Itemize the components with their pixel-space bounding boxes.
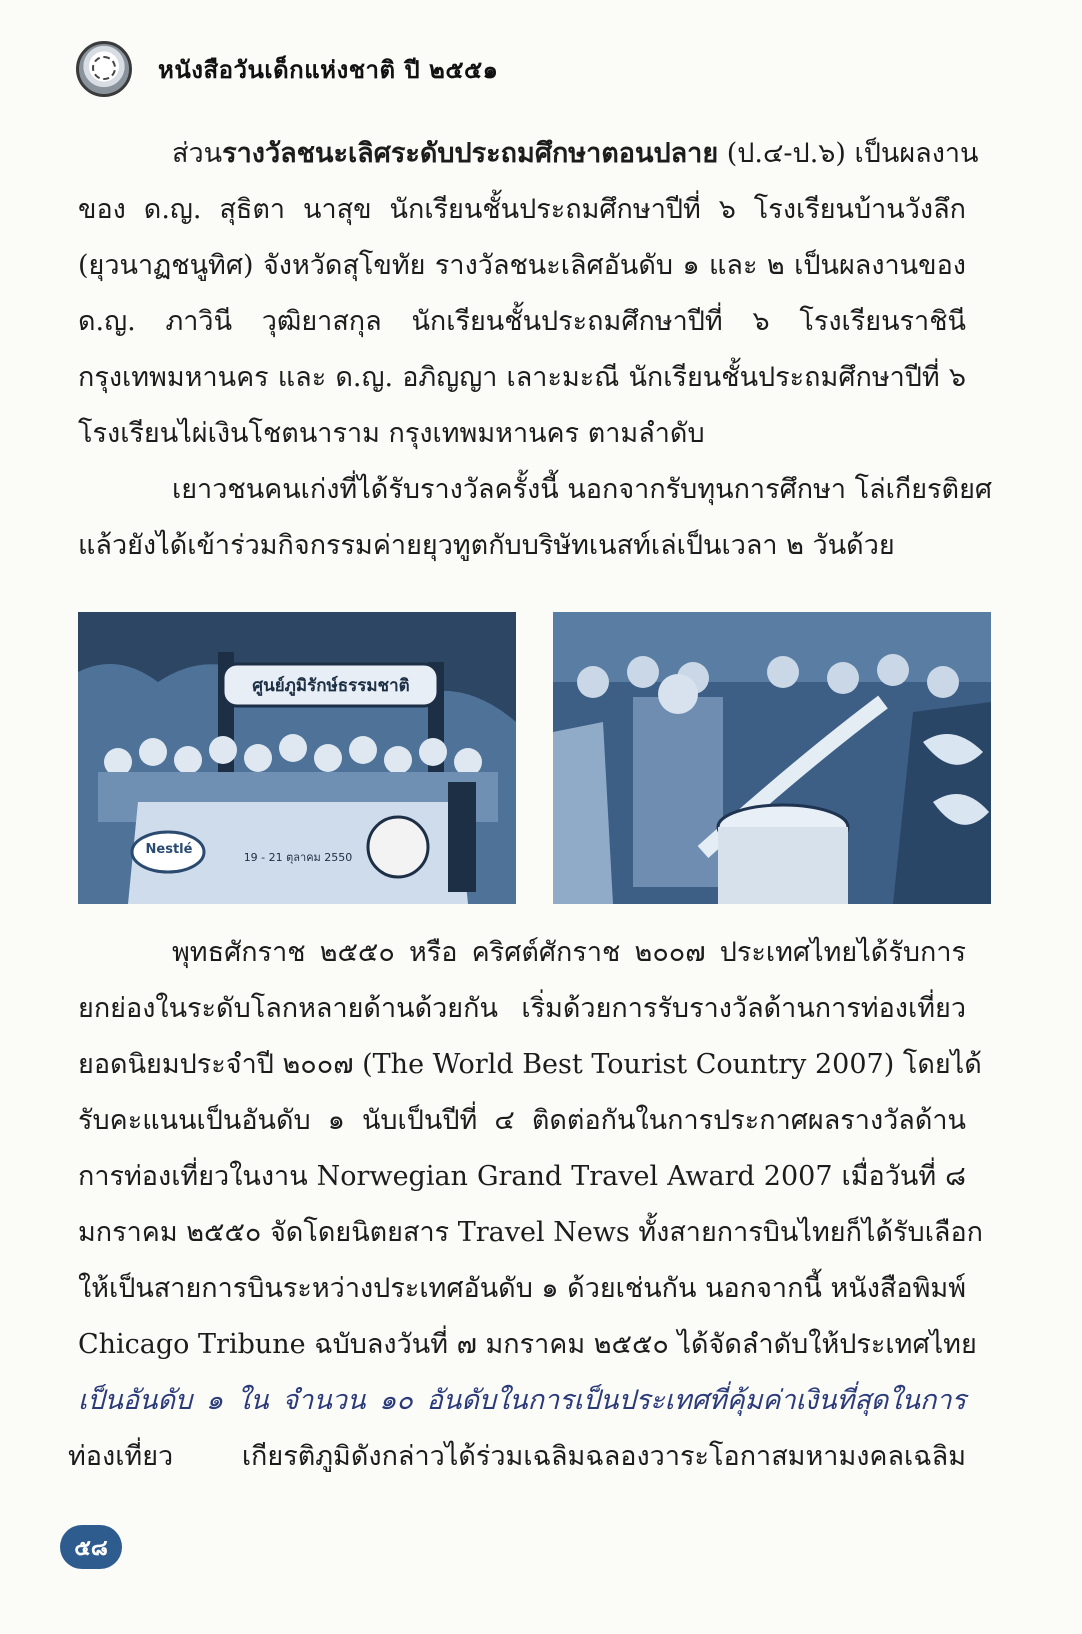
photo-camp-activity-image xyxy=(553,612,991,904)
banner-brand-text: Nestlé xyxy=(145,842,193,857)
banner-date-text: 19 - 21 ตุลาคม 2550 xyxy=(243,851,353,864)
paragraph-camp-activity xyxy=(78,462,993,574)
text-line: กรุงเทพมหานคร และ ด.ญ. อภิญญา เลาะมะณี นักเรียนชั้นประถมศึกษาปีที่ ๖ xyxy=(78,362,966,393)
text-line: ด.ญ. ภาวินี วุฒิยาสกุล นักเรียนชั้นประถมศึกษาปีที่ ๖ โรงเรียนราชินี xyxy=(78,306,966,337)
text-line: เยาวชนคนเก่งที่ได้รับรางวัลครั้งนี้ นอกจากรับทุนการศึกษา โล่เกียรติยศ xyxy=(172,474,993,505)
text-segment: (ป.๔-ป.๖) เป็นผลงาน xyxy=(718,138,979,169)
page-header xyxy=(76,40,498,98)
text-segment: ส่วน xyxy=(172,138,223,169)
text-line: พุทธศักราช ๒๕๕๐ หรือ คริศต์ศักราช ๒๐๐๗ ประเทศไทยได้รับการ xyxy=(172,937,966,968)
emblem-logo-icon xyxy=(76,41,132,97)
text-line: Chicago Tribune ฉบับลงวันที่ ๗ มกราคม ๒๕๕๐ ได้จัดลำดับให้ประเทศไทย xyxy=(78,1329,977,1360)
text-line: (ยุวนาฏชนูทิศ) จังหวัดสุโขทัย รางวัลชนะเลิศอันดับ ๑ และ ๒ เป็นผลงานของ xyxy=(78,250,966,281)
photo-camp-activity xyxy=(553,612,991,904)
page-number: ๕๘ xyxy=(60,1525,122,1569)
text-line: ให้เป็นสายการบินระหว่างประเทศอันดับ ๑ ด้วยเช่นกัน นอกจากนี้ หนังสือพิมพ์ xyxy=(78,1273,966,1304)
text-line: ท่องเที่ยว เกียรติภูมิดังกล่าวได้ร่วมเฉลิมฉลองวาระโอกาสมหามงคลเฉลิม xyxy=(68,1441,966,1472)
text-line: โรงเรียนไผ่เงินโชตนาราม กรุงเทพมหานคร ตามลำดับ xyxy=(78,418,705,449)
paragraph-thailand-awards xyxy=(68,925,984,1485)
text-line: รับคะแนนเป็นอันดับ ๑ นับเป็นปีที่ ๔ ติดต่อกันในการประกาศผลรางวัลด้าน xyxy=(78,1105,966,1136)
text-line: แล้วยังได้เข้าร่วมกิจกรรมค่ายยุวทูตกับบริษัทเนสท์เล่เป็นเวลา ๒ วันด้วย xyxy=(78,530,895,561)
text-line: ของ ด.ญ. สุธิตา นาสุข นักเรียนชั้นประถมศึกษาปีที่ ๖ โรงเรียนบ้านวังลึก xyxy=(78,194,966,225)
text-line xyxy=(78,126,979,182)
text-line: ยอดนิยมประจำปี ๒๐๐๗ (The World Best Tourist Country 2007) โดยได้ xyxy=(78,1049,982,1080)
text-line: การท่องเที่ยวในงาน Norwegian Grand Travel Award 2007 เมื่อวันที่ ๘ xyxy=(78,1161,966,1192)
paragraph-award-results xyxy=(78,126,979,462)
award-title-bold: รางวัลชนะเลิศระดับประถมศึกษาตอนปลาย xyxy=(222,138,719,169)
sign-text: ศูนย์ภูมิรักษ์ธรรมชาติ xyxy=(252,676,410,696)
text-line: มกราคม ๒๕๕๐ จัดโดยนิตยสาร Travel News ทั้งสายการบินไทยก็ได้รับเลือก xyxy=(78,1217,984,1248)
text-line-italic: เป็นอันดับ ๑ ใน จำนวน ๑๐ อันดับในการเป็นประเทศที่คุ้มค่าเงินที่สุดในการ xyxy=(78,1385,966,1416)
photo-group-children xyxy=(78,612,516,904)
header-title: หนังสือวันเด็กแห่งชาติ ปี ๒๕๕๑ xyxy=(158,55,499,84)
text-line: ยกย่องในระดับโลกหลายด้านด้วยกัน เริ่มด้วยการรับรางวัลด้านการท่องเที่ยว xyxy=(78,993,966,1024)
